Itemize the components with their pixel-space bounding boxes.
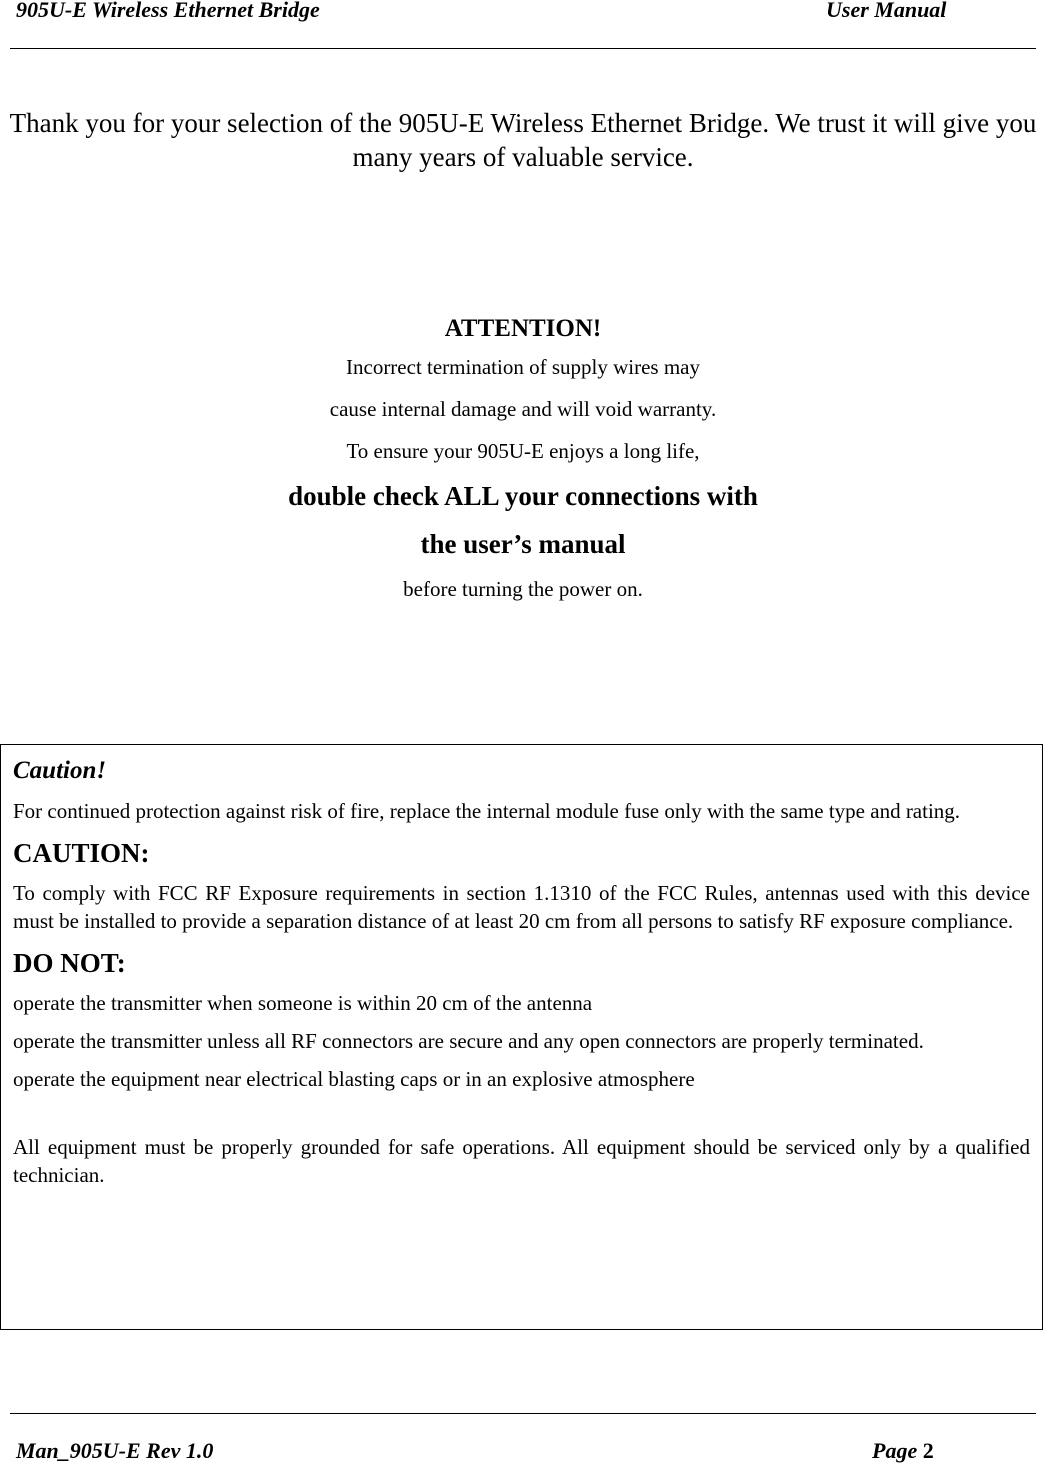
attention-line-3: To ensure your 905U-E enjoys a long life, xyxy=(346,439,700,463)
caution-heading: Caution! xyxy=(13,757,107,784)
footer-doc-id: Man_905U-E Rev 1.0 xyxy=(16,1438,214,1463)
header-title: 905U-E Wireless Ethernet Bridge xyxy=(16,0,320,22)
footer-page-label: Page xyxy=(872,1438,918,1463)
caution-box xyxy=(0,744,1043,1330)
fcc-exposure-text: To comply with FCC RF Exposure requirements in section 1.1310 of the FCC Rules, antennas used with this device must be installed to provide a separation distance of at least 20 cm from all persons to satisfy RF exposure compliance. xyxy=(13,881,1030,933)
intro-paragraph: Thank you for your selection of the 905U-E Wireless Ethernet Bridge. We trust it will give you many years of valuable service. xyxy=(9,108,1037,172)
attention-line-5: the user’s manual xyxy=(420,529,626,559)
header-doc-type: User Manual xyxy=(826,0,947,22)
grounding-text: All equipment must be properly grounded for safe operations. All equipment should be serviced only by a qualified technician. xyxy=(13,1135,1030,1187)
attention-notice xyxy=(0,312,1046,610)
footer-page xyxy=(872,1438,934,1464)
attention-title: ATTENTION! xyxy=(444,315,602,342)
fcc-caution-heading: CAUTION: xyxy=(13,838,150,868)
fuse-warning-text: For continued protection against risk of fire, replace the internal module fuse only with the same type and rating. xyxy=(13,799,961,823)
do-not-item-1: operate the transmitter when someone is within 20 cm of the antenna xyxy=(13,991,593,1015)
attention-line-1: Incorrect termination of supply wires may xyxy=(346,355,700,379)
footer-page-number: 2 xyxy=(922,1438,934,1463)
do-not-heading: DO NOT: xyxy=(13,948,126,978)
do-not-item-3: operate the equipment near electrical blasting caps or in an explosive atmosphere xyxy=(13,1067,695,1091)
attention-line-2: cause internal damage and will void warranty. xyxy=(329,397,717,421)
page-footer xyxy=(10,1413,1036,1463)
do-not-item-2: operate the transmitter unless all RF connectors are secure and any open connectors are properly terminated. xyxy=(13,1029,924,1053)
attention-line-4: double check ALL your connections with xyxy=(288,481,758,511)
page-header xyxy=(10,0,1036,49)
attention-line-6: before turning the power on. xyxy=(403,577,643,601)
